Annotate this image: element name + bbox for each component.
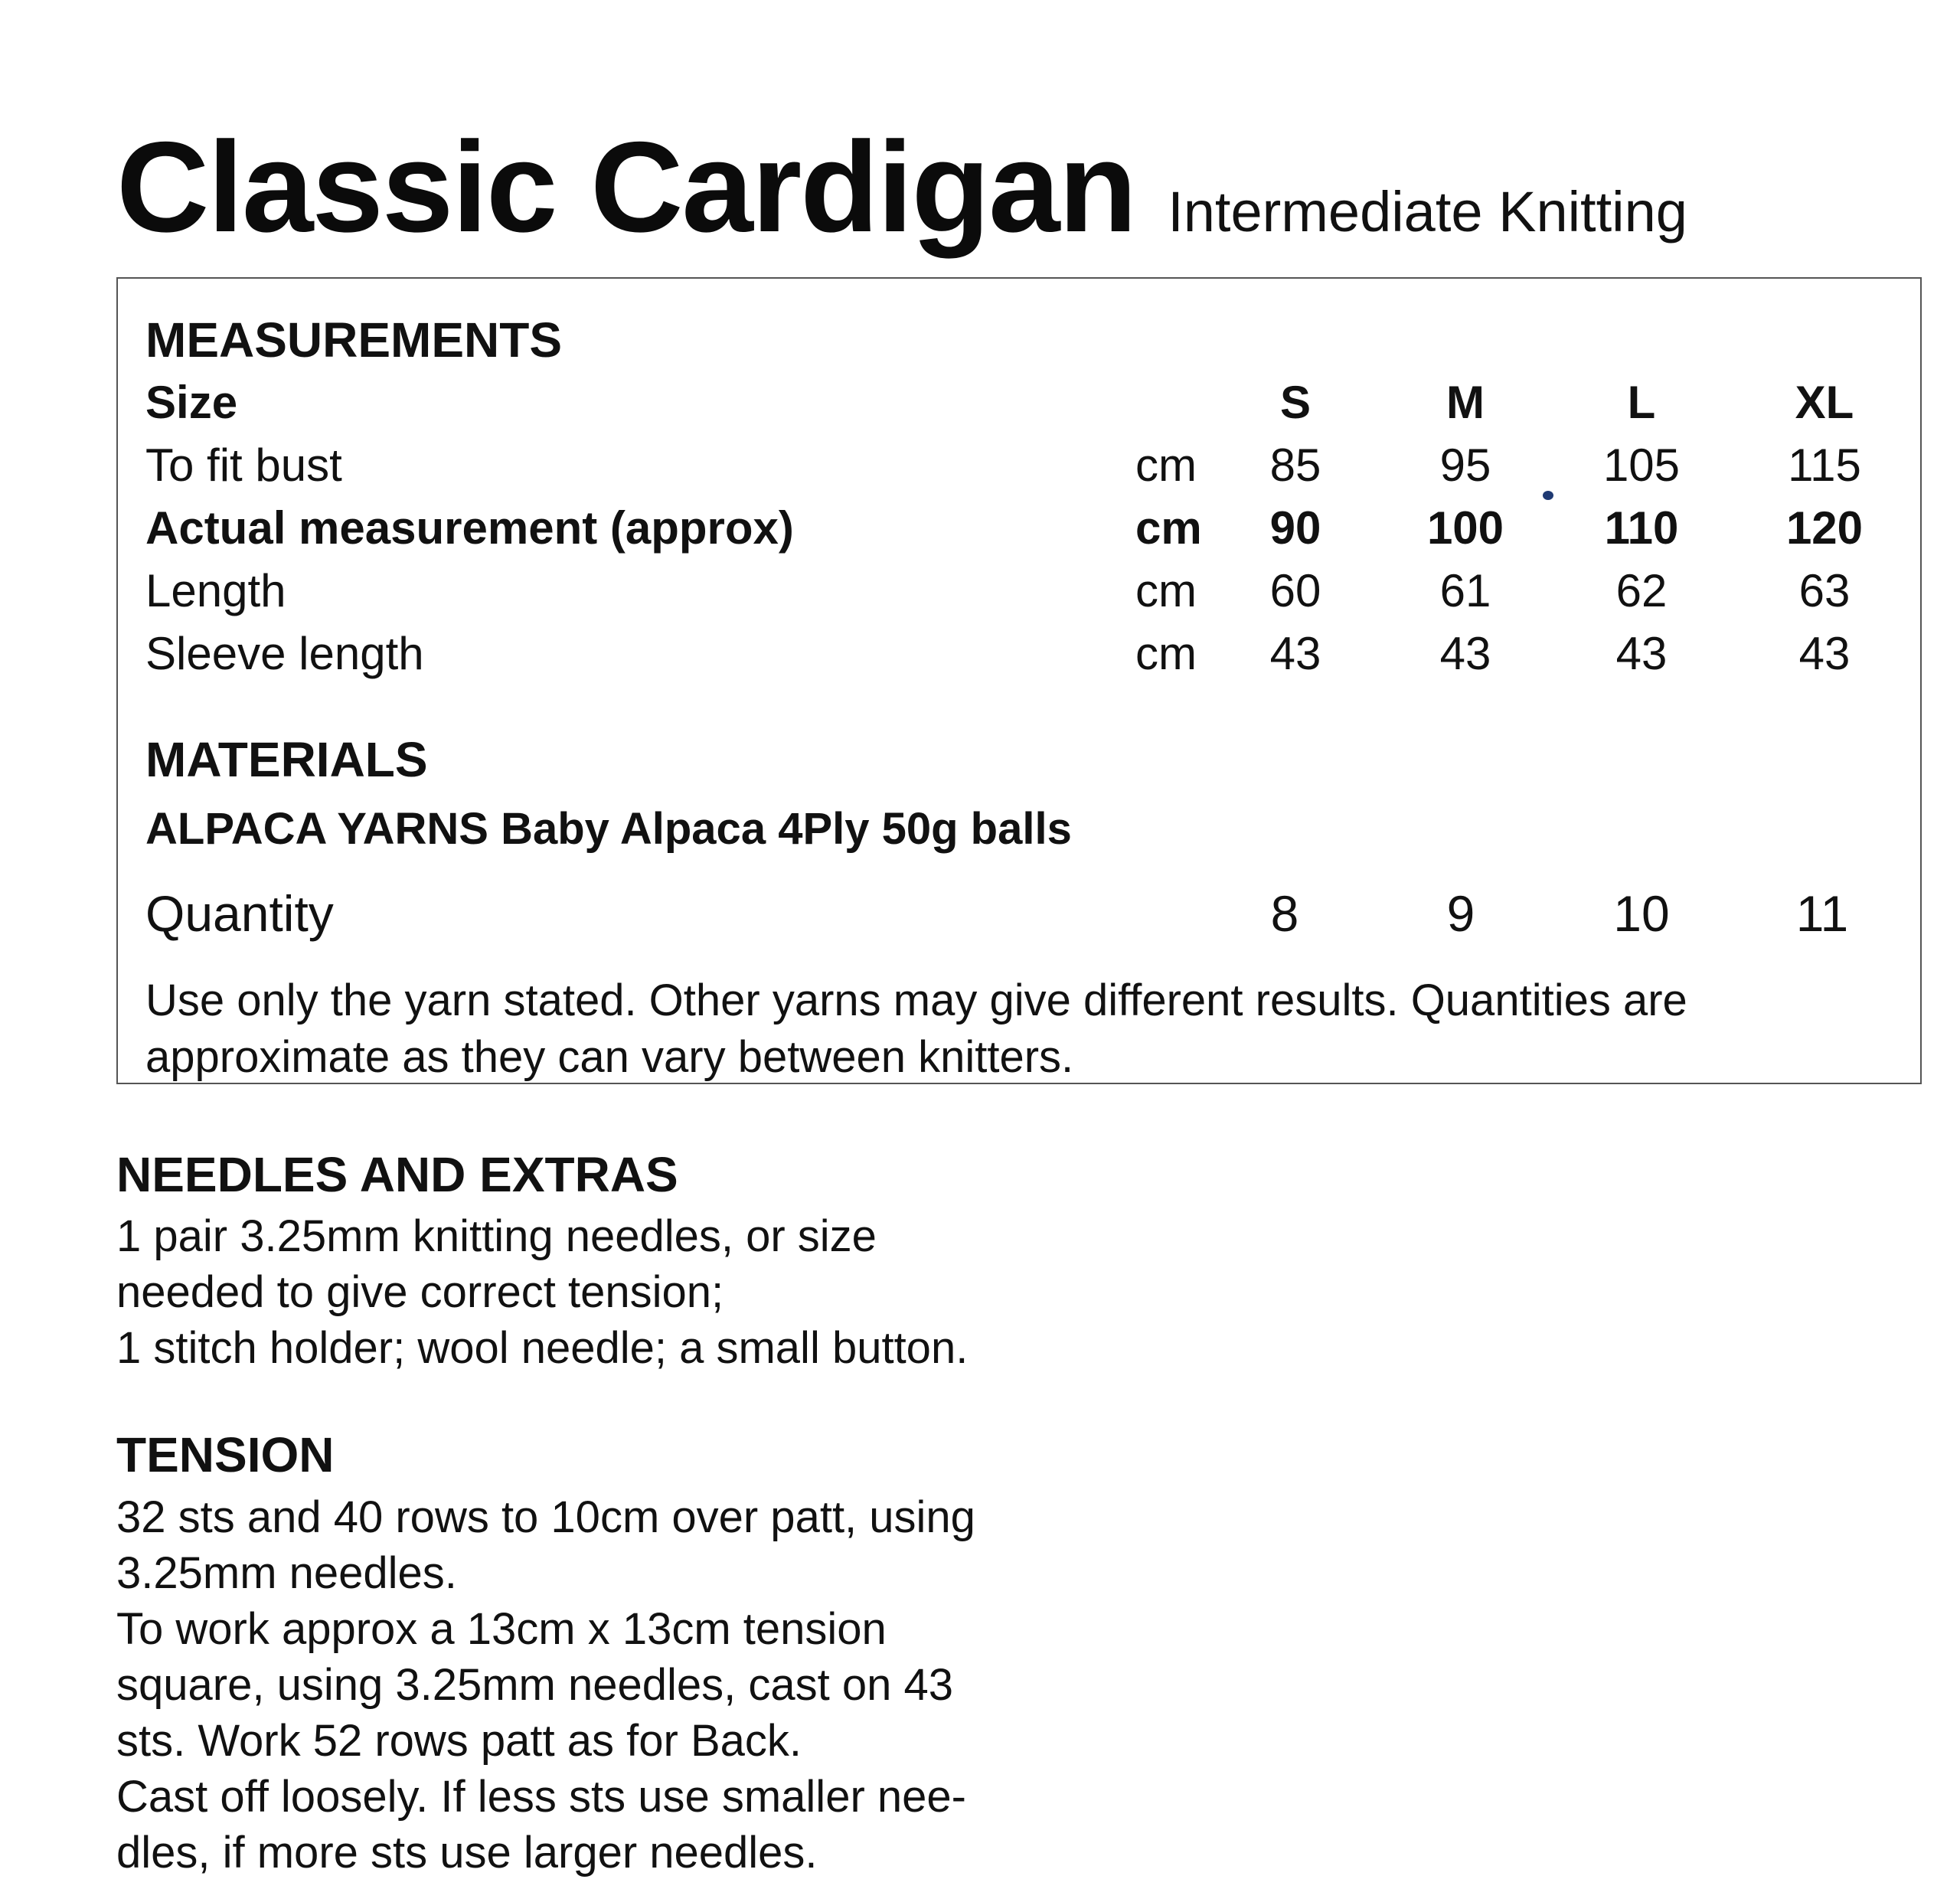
page-title: Classic Cardigan (116, 115, 1136, 259)
row-unit-bust: cm (1135, 440, 1197, 491)
actual-value-l: 110 (1604, 502, 1679, 554)
size-label: Size (145, 377, 238, 428)
row-label-bust: To fit bust (145, 440, 342, 491)
sleeve-value-s: 43 (1269, 628, 1321, 679)
yarn-name: ALPACA YARNS Baby Alpaca 4Ply 50g balls (145, 804, 1072, 854)
row-unit-actual: cm (1135, 502, 1202, 554)
sleeve-value-xl: 43 (1798, 628, 1851, 679)
tension-line: sts. Work 52 rows patt as for Back. (116, 1716, 802, 1766)
bust-value-l: 105 (1602, 440, 1681, 491)
length-value-s: 60 (1269, 565, 1321, 616)
materials-note-line-1: Use only the yarn stated. Other yarns may give different results. Quantities are (145, 976, 1687, 1025)
row-label-actual: Actual measurement (approx) (145, 502, 794, 554)
length-value-xl: 63 (1798, 565, 1851, 616)
needles-line: 1 stitch holder; wool needle; a small button. (116, 1323, 969, 1373)
needles-line: 1 pair 3.25mm knitting needles, or size (116, 1211, 877, 1261)
quantity-value-s: 8 (1270, 885, 1299, 942)
needles-heading: NEEDLES AND EXTRAS (116, 1147, 678, 1202)
bust-value-m: 95 (1439, 440, 1491, 491)
size-header-l: L (1627, 377, 1656, 428)
tension-line: Cast off loosely. If less sts use smaller nee- (116, 1772, 966, 1822)
sleeve-value-m: 43 (1439, 628, 1491, 679)
actual-value-s: 90 (1269, 502, 1321, 554)
size-header-s: S (1279, 377, 1312, 428)
title-row (116, 113, 1687, 261)
tension-line: square, using 3.25mm needles, cast on 43 (116, 1660, 953, 1710)
row-label-length: Length (145, 565, 286, 616)
tension-line: To work approx a 13cm x 13cm tension (116, 1604, 887, 1654)
needles-line: needed to give correct tension; (116, 1267, 724, 1317)
row-unit-sleeve: cm (1135, 628, 1197, 679)
actual-value-xl: 120 (1785, 502, 1864, 554)
length-value-l: 62 (1615, 565, 1668, 616)
quantity-value-xl: 11 (1795, 885, 1849, 942)
quantity-value-l: 10 (1613, 885, 1670, 942)
tension-line: 32 sts and 40 rows to 10cm over patt, using (116, 1492, 975, 1542)
quantity-label: Quantity (145, 885, 334, 942)
tension-line: dles, if more sts use larger needles. (116, 1828, 818, 1877)
difficulty-subtitle: Intermediate Knitting (1168, 180, 1687, 243)
row-unit-length: cm (1135, 565, 1197, 616)
quantity-value-m: 9 (1446, 885, 1475, 942)
size-header-m: M (1446, 377, 1485, 428)
ink-speck (1543, 491, 1553, 500)
bust-value-xl: 115 (1788, 440, 1861, 491)
sleeve-value-l: 43 (1615, 628, 1668, 679)
tension-line: 3.25mm needles. (116, 1548, 457, 1598)
needles-text (116, 1208, 1073, 1376)
materials-note-line-2: approximate as they can vary between knitters. (145, 1032, 1074, 1082)
tension-text (116, 1489, 1112, 1881)
row-label-sleeve: Sleeve length (145, 628, 424, 679)
measurements-heading: MEASUREMENTS (145, 312, 563, 368)
materials-heading: MATERIALS (145, 732, 428, 787)
size-header-xl: XL (1795, 377, 1854, 428)
tension-heading: TENSION (116, 1427, 335, 1482)
actual-value-m: 100 (1426, 502, 1504, 554)
length-value-m: 61 (1439, 565, 1491, 616)
bust-value-s: 85 (1269, 440, 1321, 491)
